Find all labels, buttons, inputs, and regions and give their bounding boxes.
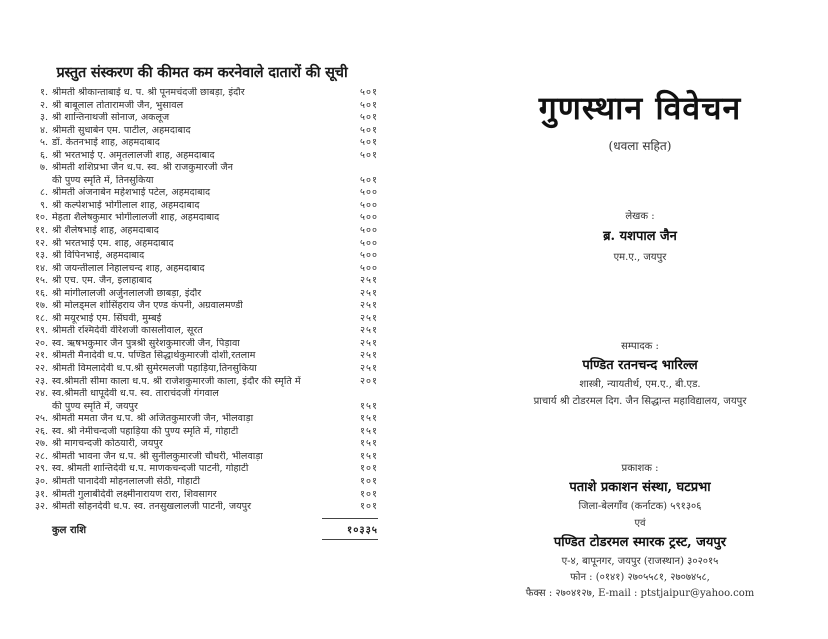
donor-number: ४. <box>39 124 48 136</box>
donor-name: श्री विपिनभाई, अहमदाबाद <box>52 250 145 262</box>
donor-amount: २५१ <box>360 363 378 375</box>
donor-name: श्री बाबूलाल तोतारामजी जैन, भुसावल <box>52 99 184 111</box>
donor-row <box>26 187 378 200</box>
donor-row <box>26 100 378 113</box>
donor-amount: २५१ <box>360 275 378 287</box>
donor-number: २८. <box>34 450 48 462</box>
total-row <box>26 518 378 540</box>
donor-number: २२. <box>34 363 48 375</box>
donor-number: ३. <box>39 112 48 124</box>
donor-row <box>26 212 378 225</box>
publisher2-fax-email: फैक्स : २७०४१२७, E-mail : ptstjaipur@yahoo.com <box>525 588 755 599</box>
donor-name: श्रीमती ममता जैन ध.प. श्री अजितकुमारजी जैन, भीलवाड़ा <box>52 413 254 425</box>
donor-amount: २५१ <box>360 325 378 337</box>
donor-row <box>26 338 378 351</box>
donor-row <box>26 401 378 414</box>
donor-amount: २५१ <box>360 337 378 349</box>
donor-number: २६. <box>34 425 48 437</box>
donor-number: २३. <box>34 375 48 387</box>
donor-number: २९. <box>34 463 48 475</box>
donor-number: १०. <box>34 212 48 224</box>
donor-number: १. <box>39 87 48 98</box>
donor-row <box>26 238 378 251</box>
editor-name: पण्डित रतनचन्द भारिल्ल <box>582 358 698 373</box>
donor-name: श्रीमती अंजनाबेन महेशभाई पटेल, अहमदाबाद <box>52 187 211 199</box>
donor-name: श्री मांगीलालजी अर्जुनलालजी छाबड़ा, इंदौर <box>52 287 202 299</box>
donor-number: ९. <box>39 199 48 211</box>
editor-label: सम्पादक : <box>621 341 659 352</box>
donor-name: श्री शैलेषभाई शाह, अहमदाबाद <box>52 225 159 237</box>
donor-amount: १५१ <box>360 425 378 437</box>
donor-number: १६. <box>34 287 48 299</box>
book-title: गुणस्थान विवेचन <box>538 89 742 127</box>
donor-amount: ५०१ <box>360 149 378 161</box>
donor-amount: २०१ <box>360 375 378 387</box>
donor-amount: ५०० <box>360 262 378 274</box>
publisher1-address: जिला-बेलगाँव (कर्नाटक) ५९१३०६ <box>578 501 702 512</box>
donor-row <box>26 263 378 276</box>
donor-name: श्रीमती मैनादेवी ध.प. पण्डित सिद्धार्थकुमारजी दोशी,रतलाम <box>52 350 256 362</box>
donor-row <box>26 137 378 150</box>
donor-number: ३०. <box>34 475 48 487</box>
donor-name: श्रीमती श्रीकान्ताबाई ध. प. श्री पूनमचंदजी छाबड़ा, इंदौर <box>52 87 245 98</box>
donor-name: मेहता शैलेषकुमार भोगीलालजी शाह, अहमदाबाद <box>52 212 220 224</box>
donor-name: श्री भरतभाई ए. अमृतलालजी शाह, अहमदाबाद <box>52 149 215 161</box>
donor-name: श्री मागचन्दजी कोठयारी, जयपुर <box>52 438 163 450</box>
donor-name: श्री शान्तिनाथजी सोनाज, अकलूज <box>52 112 170 124</box>
donor-amount: ५०० <box>360 187 378 199</box>
donor-amount: २५१ <box>360 287 378 299</box>
donor-amount: ५०१ <box>360 99 378 111</box>
donor-row <box>26 250 378 263</box>
donor-name: श्री जयन्तीलाल निहालचन्द शाह, अहमदाबाद <box>52 262 205 274</box>
donor-number: ५. <box>39 137 48 149</box>
donor-name: श्री मयूरभाई एम. सिंघवी, मुम्बई <box>52 312 162 324</box>
donor-name: श्रीमती गुलाबीदेवी लक्ष्मीनारायण रारा, शिवसागर <box>52 488 217 500</box>
donor-name: स्व. श्री नेमीचन्दजी पहाड़िया की पुण्य स्मृति में, गोहाटी <box>52 425 239 437</box>
donor-number: ६. <box>39 149 48 161</box>
donor-row <box>26 476 378 489</box>
donor-row <box>26 376 378 389</box>
donor-name: श्रीमती भावना जैन ध.प. श्री सुनीलकुमारजी चौधरी, भीलवाड़ा <box>52 450 263 462</box>
donor-name: श्रीमती सुधाबेन एम. पाटील, अहमदाबाद <box>52 124 191 136</box>
donor-amount: १०१ <box>360 488 378 500</box>
donor-row <box>26 150 378 163</box>
donor-row <box>26 200 378 213</box>
donor-number: १५. <box>34 275 48 287</box>
donor-amount: ५०० <box>360 212 378 224</box>
donor-number: १२. <box>34 237 48 249</box>
donor-name: स्व.श्रीमती धापूदेवी ध.प. स्व. ताराचंदजी गंगवाल <box>52 388 219 400</box>
donor-row <box>26 300 378 313</box>
donor-amount: ५०० <box>360 237 378 249</box>
donor-number: २५. <box>34 413 48 425</box>
and-word: एवं <box>634 518 646 529</box>
donor-number: २१. <box>34 350 48 362</box>
author-detail: एम.ए., जयपुर <box>613 252 667 263</box>
donor-amount: ५०१ <box>360 124 378 136</box>
total-label: कुल राशि <box>52 524 87 536</box>
donor-name: स्व.श्रीमती सीमा काला ध.प. श्री राजेशकुमारजी काला, इंदौर की स्मृति में <box>52 375 301 387</box>
donor-name: स्व. श्रीमती शान्तिदेवी ध.प. माणकचन्दजी पाटनी, गोहाटी <box>52 463 249 475</box>
donor-name: श्री कल्पेशभाई भोगीलाल शाह, अहमदाबाद <box>52 199 200 211</box>
donor-row <box>26 363 378 376</box>
donor-name: श्रीमती रश्मिदेवी वीरेशजी कासलीवाल, सूरत <box>52 325 203 337</box>
donor-name: स्व. ऋषभकुमार जैन पुत्रश्री सुरेशकुमारजी जैन, पिड़ावा <box>52 337 240 349</box>
donor-row <box>26 451 378 464</box>
donor-amount: ५०० <box>360 199 378 211</box>
donor-number: ११. <box>34 225 48 237</box>
publisher2-name: पण्डित टोडरमल स्मारक ट्रस्ट, जयपुर <box>553 535 727 550</box>
donor-number: ७. <box>39 162 48 174</box>
editor-post: प्राचार्य श्री टोडरमल दिग. जैन सिद्धान्त महाविद्यालय, जयपुर <box>533 396 747 407</box>
donor-amount: ५०० <box>360 225 378 237</box>
donor-number: ३१. <box>34 488 48 500</box>
donor-name: श्रीमती शशिप्रभा जैन ध.प. स्व. श्री राजकुमारजी जैन <box>52 162 233 174</box>
donor-amount: ५०१ <box>360 174 378 186</box>
donor-amount: १०१ <box>360 475 378 487</box>
donor-row <box>26 350 378 363</box>
donor-number: ३२. <box>34 501 48 513</box>
donor-list <box>26 87 378 514</box>
donor-amount: ५०१ <box>360 112 378 124</box>
donor-row <box>26 313 378 326</box>
donor-amount: १०१ <box>360 501 378 513</box>
donor-name: श्री भरतभाई एम. शाह, अहमदाबाद <box>52 237 174 249</box>
donor-row <box>26 501 378 514</box>
donor-row <box>26 125 378 138</box>
donor-row <box>26 87 378 100</box>
donor-list-title: प्रस्तुत संस्करण की कीमत कम करनेवाले दातारों की सूची <box>56 64 348 81</box>
donor-amount: ५०१ <box>360 87 378 98</box>
donor-row <box>26 275 378 288</box>
donor-row <box>26 112 378 125</box>
donor-name: श्री एच. एम. जैन, इलाहाबाद <box>52 275 152 287</box>
donor-row <box>26 162 378 175</box>
donor-amount: १५१ <box>360 450 378 462</box>
editor-degrees: शास्त्री, न्यायतीर्थ, एम.ए., बी.एड. <box>579 379 701 390</box>
donor-name: की पुण्य स्मृति में, तिनसुकिया <box>52 174 154 186</box>
donor-number: १३. <box>34 250 48 262</box>
publisher1-name: पताशे प्रकाशन संस्था, घटप्रभा <box>569 480 711 495</box>
donor-number: २०. <box>34 337 48 349</box>
title-page <box>470 80 810 599</box>
donor-amount: ५०१ <box>360 137 378 149</box>
donor-amount: ५०० <box>360 250 378 262</box>
donor-row <box>26 225 378 238</box>
donor-amount: २५१ <box>360 300 378 312</box>
donor-number: १४. <box>34 262 48 274</box>
donor-name: श्रीमती पानादेवी मोहनलालजी सेठी, गोहाटी <box>52 475 200 487</box>
donor-row <box>26 175 378 188</box>
donor-number: १९. <box>34 325 48 337</box>
donor-amount: १५१ <box>360 400 378 412</box>
donor-row <box>26 325 378 338</box>
author-name: ब्र. यशपाल जैन <box>603 229 677 244</box>
publisher2-phone: फोन : (०१४१) २७०५५८१, २७०७४५८, <box>570 572 710 583</box>
donor-name: श्रीमती सोहनदेवी ध.प. स्व. तनसुखलालजी पाटनी, जयपुर <box>52 501 252 513</box>
donor-amount: १०१ <box>360 463 378 475</box>
donor-row <box>26 288 378 301</box>
donor-list-page <box>26 62 378 540</box>
donor-name: श्री मोलड्मल शोसिंहराय जैन एण्ड कंपनी, अग्रवालमण्डी <box>52 300 243 312</box>
donor-row <box>26 413 378 426</box>
total-value: १०३३५ <box>322 518 378 540</box>
donor-row <box>26 438 378 451</box>
donor-number: ८. <box>39 187 48 199</box>
donor-name: की पुण्य स्मृति में, जयपुर <box>52 400 138 412</box>
donor-number: २७. <box>34 438 48 450</box>
donor-amount: २५१ <box>360 350 378 362</box>
donor-amount: १५१ <box>360 438 378 450</box>
donor-name: डॉ. केतनभाई शाह, अहमदाबाद <box>52 137 160 149</box>
donor-row <box>26 388 378 401</box>
donor-row <box>26 426 378 439</box>
donor-number: १८. <box>34 312 48 324</box>
publisher2-address: ए-४, बापूनगर, जयपुर (राजस्थान) ३०२०१५ <box>561 556 719 567</box>
donor-name: श्रीमती विमलादेवी ध.प.श्री सुमेरमलजी पहाड़िया,तिनसुकिया <box>52 363 257 375</box>
donor-number: २४. <box>34 388 48 400</box>
book-subtitle: (धवला सहित) <box>608 139 672 153</box>
publisher-label: प्रकाशक : <box>621 463 659 474</box>
author-label: लेखक : <box>625 211 655 222</box>
donor-number: २. <box>39 99 48 111</box>
donor-amount: १५१ <box>360 413 378 425</box>
donor-row <box>26 463 378 476</box>
donor-amount: २५१ <box>360 312 378 324</box>
donor-row <box>26 489 378 502</box>
donor-number: १७. <box>34 300 48 312</box>
